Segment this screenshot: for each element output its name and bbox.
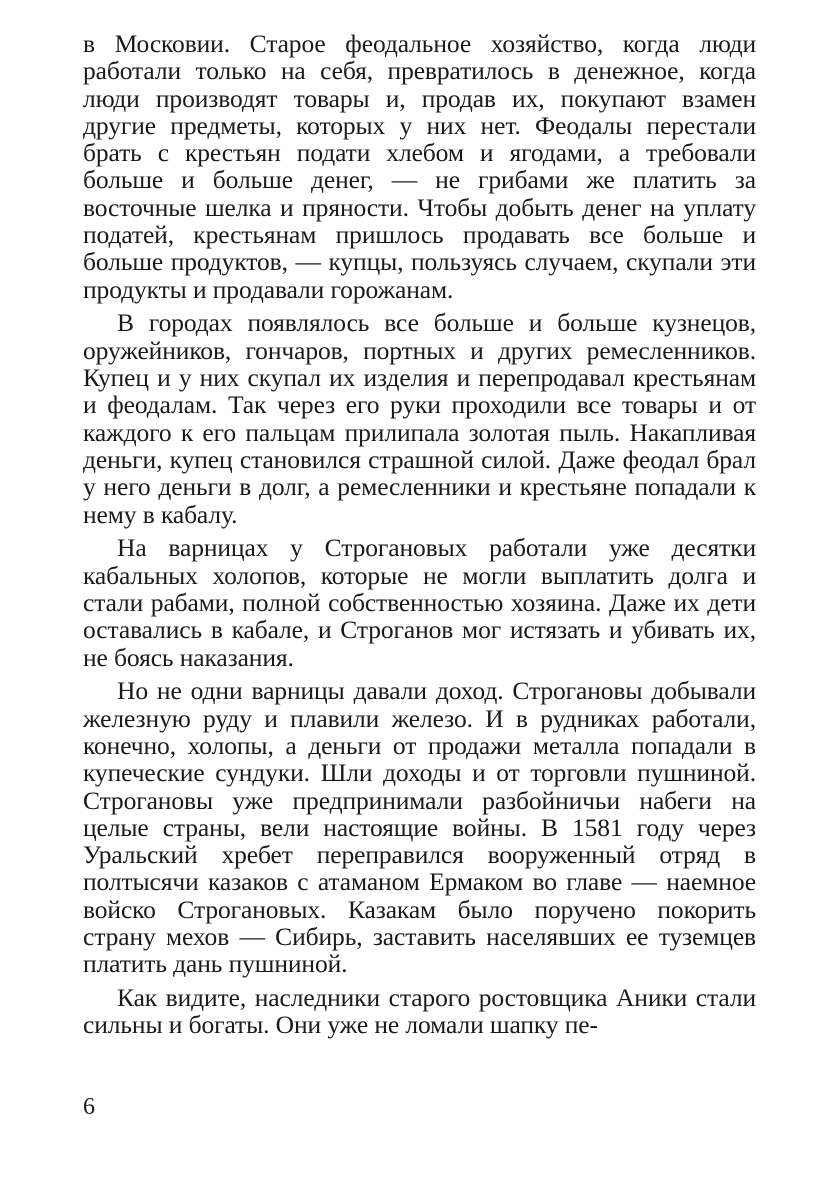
paragraph-3: На варницах у Строгановых работали уже десятки кабальных холопов, которые не могли выплатить долга и стали рабами, полной собственностью хозяина. Даже их дети оставались в кабале, и Строганов мог истязать и убивать их, не боясь наказания. [83,533,756,672]
book-page [83,30,756,1150]
page-body-text [83,30,756,1039]
paragraph-1: в Московии. Старое феодальное хозяйство, когда люди работали только на себя, превратилось в денежное, когда люди производят товары и, продав их, покупают взамен другие предметы, которых у них нет. Феодалы перестали брать с крестьян подати хлебом и ягодами, а требовали больше и больше денег, — не грибами же платить за восточные шелка и пряности. Чтобы добыть денег на уплату податей, крестьянам пришлось продавать все больше и больше продуктов, — купцы, пользуясь случаем, скупали эти продукты и продавали горожанам. [83,29,756,304]
paragraph-4: Но не одни варницы давали доход. Строгановы добывали железную руду и плавили железо. И в рудниках работали, конечно, холопы, а деньги от продажи металла попадали в купеческие сундуки. Шли доходы и от торговли пушниной. Строгановы уже предпринимали разбойничьи набеги на целые страны, вели настоящие войны. В 1581 году через Уральский хребет переправился вооруженный отряд в полтысячи казаков с атаманом Ермаком во главе — наемное войско Строгановых. Казакам было поручено покорить страну мехов — Сибирь, заставить населявших ее туземцев платить дань пушниной. [83,676,756,979]
paragraph-5: Как видите, наследники старого ростовщика Аники стали сильны и богаты. Они уже не ломали шапку пе- [83,983,756,1040]
page-number: 6 [83,1094,95,1120]
paragraph-2: В городах появлялось все больше и больше кузнецов, оружейников, гончаров, портных и других ремесленников. Купец и у них скупал их изделия и перепродавал крестьянам и феодалам. Так через его руки проходили все товары и от каждого к его пальцам прилипала золотая пыль. Накапливая деньги, купец становился страшной силой. Даже феодал брал у него деньги в долг, а ремесленники и крестьяне попадали к нему в кабалу. [83,308,756,529]
